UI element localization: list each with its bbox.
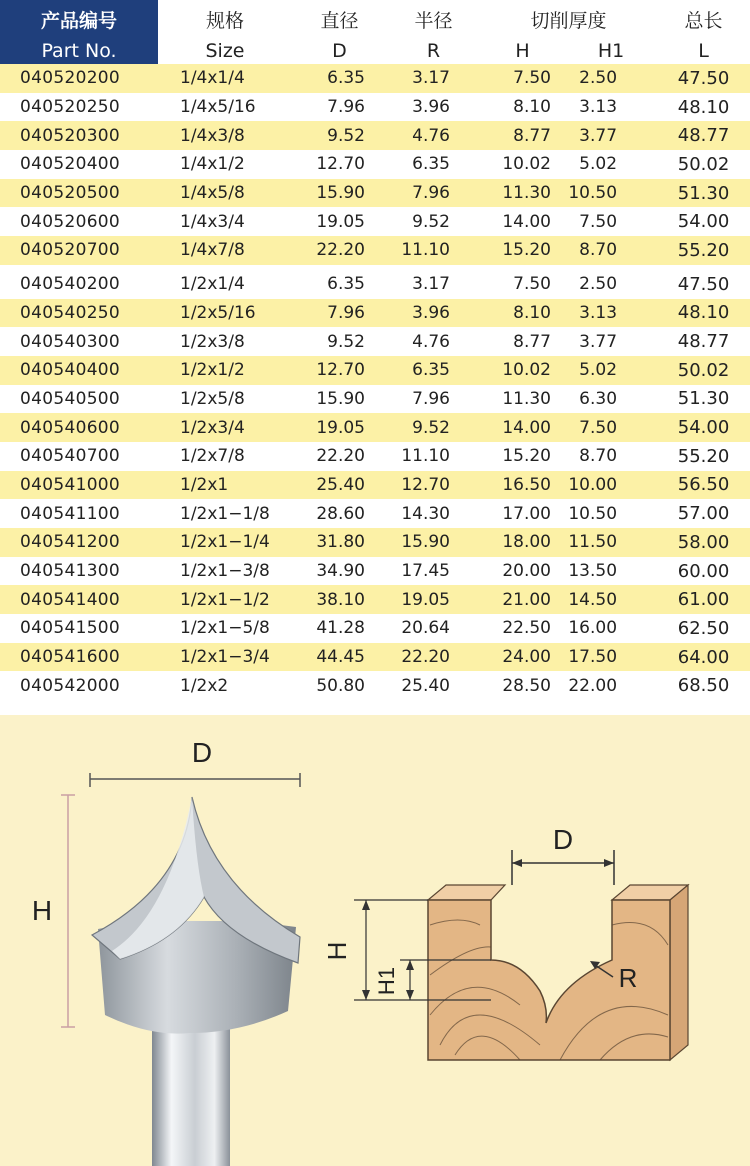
- l-cell: 55.20: [657, 442, 750, 471]
- d-cell: 50.80: [292, 671, 387, 700]
- h1-cell: 8.70: [565, 236, 657, 267]
- part-no-cell: 040542000: [0, 671, 158, 700]
- size-cell: 1/4x5/8: [158, 179, 292, 208]
- d-cell: 38.10: [292, 585, 387, 614]
- part-no-cell: 040540600: [0, 413, 158, 442]
- l-cell: 54.00: [657, 207, 750, 236]
- table-row: [0, 150, 750, 179]
- part-no-cell: 040540500: [0, 385, 158, 414]
- size-cell: 1/2x1−3/4: [158, 643, 292, 672]
- h1-cell: 13.50: [565, 557, 657, 586]
- r-cell: 3.96: [387, 299, 480, 328]
- d-cell: 9.52: [292, 327, 387, 356]
- r-cell: 3.17: [387, 267, 480, 298]
- d-cell: 6.35: [292, 267, 387, 298]
- r-cell: 15.90: [387, 528, 480, 557]
- l-cell: 61.00: [657, 585, 750, 614]
- d-dimension-line: [90, 773, 300, 787]
- d-cell: 12.70: [292, 150, 387, 179]
- h-cell: 28.50: [480, 671, 565, 700]
- size-cell: 1/2x3/8: [158, 327, 292, 356]
- r-cell: 7.96: [387, 385, 480, 414]
- h1-cell: 2.50: [565, 267, 657, 298]
- l-cell: 58.00: [657, 528, 750, 557]
- profile-r-label: R: [618, 963, 638, 993]
- table-row: [0, 179, 750, 208]
- r-cell: 6.35: [387, 150, 480, 179]
- profile-d-dimension: [512, 850, 614, 885]
- part-no-cell: 040541200: [0, 528, 158, 557]
- table-row: [0, 671, 750, 700]
- h1-cell: 3.77: [565, 327, 657, 356]
- part-no-cell: 040520250: [0, 93, 158, 122]
- r-cell: 17.45: [387, 557, 480, 586]
- r-cell: 12.70: [387, 471, 480, 500]
- size-cell: 1/2x1/4: [158, 267, 292, 298]
- l-cell: 48.10: [657, 299, 750, 328]
- d-cell: 7.96: [292, 299, 387, 328]
- d-cell: 28.60: [292, 499, 387, 528]
- header-part-no-zh: 产品编号: [0, 0, 158, 38]
- h1-cell: 5.02: [565, 356, 657, 385]
- d-cell: 19.05: [292, 413, 387, 442]
- d-cell: 34.90: [292, 557, 387, 586]
- h-cell: 8.10: [480, 299, 565, 328]
- l-cell: 50.02: [657, 356, 750, 385]
- r-cell: 20.64: [387, 614, 480, 643]
- part-no-cell: 040540300: [0, 327, 158, 356]
- table-row: [0, 299, 750, 328]
- part-no-cell: 040541100: [0, 499, 158, 528]
- bit-shank: [152, 1015, 230, 1166]
- l-cell: 60.00: [657, 557, 750, 586]
- r-cell: 3.96: [387, 93, 480, 122]
- size-cell: 1/4x1/2: [158, 150, 292, 179]
- bit-h-label: H: [31, 895, 53, 926]
- table-row: [0, 93, 750, 122]
- header-length-zh: 总长: [684, 9, 723, 32]
- table-row: [0, 471, 750, 500]
- table-row: [0, 121, 750, 150]
- d-cell: 9.52: [292, 121, 387, 150]
- h-cell: 8.77: [480, 327, 565, 356]
- r-cell: 4.76: [387, 327, 480, 356]
- h1-cell: 10.50: [565, 499, 657, 528]
- header-row-chinese: [0, 0, 750, 38]
- h-cell: 20.00: [480, 557, 565, 586]
- d-cell: 25.40: [292, 471, 387, 500]
- part-no-cell: 040541000: [0, 471, 158, 500]
- h1-cell: 7.50: [565, 207, 657, 236]
- l-cell: 54.00: [657, 413, 750, 442]
- h1-cell: 10.00: [565, 471, 657, 500]
- size-cell: 1/2x1−1/2: [158, 585, 292, 614]
- table-row: [0, 64, 750, 93]
- l-cell: 62.50: [657, 614, 750, 643]
- part-no-cell: 040520300: [0, 121, 158, 150]
- header-radius-zh: 半径: [414, 9, 453, 32]
- h1-cell: 2.50: [565, 64, 657, 93]
- d-cell: 15.90: [292, 179, 387, 208]
- h-cell: 15.20: [480, 442, 565, 471]
- header-diameter-zh: 直径: [320, 9, 359, 32]
- size-cell: 1/2x5/8: [158, 385, 292, 414]
- d-cell: 12.70: [292, 356, 387, 385]
- profile-d-label: D: [552, 824, 574, 855]
- table-row: [0, 528, 750, 557]
- l-cell: 47.50: [657, 267, 750, 298]
- h1-cell: 5.02: [565, 150, 657, 179]
- h-cell: 14.00: [480, 207, 565, 236]
- header-h-en: H: [515, 40, 530, 62]
- table-row: [0, 267, 750, 298]
- h-cell: 7.50: [480, 64, 565, 93]
- part-no-cell: 040520600: [0, 207, 158, 236]
- part-no-cell: 040541400: [0, 585, 158, 614]
- h1-cell: 3.77: [565, 121, 657, 150]
- h-cell: 11.30: [480, 179, 565, 208]
- part-no-cell: 040520200: [0, 64, 158, 93]
- table-row: [0, 236, 750, 267]
- size-cell: 1/2x1/2: [158, 356, 292, 385]
- part-no-cell: 040540250: [0, 299, 158, 328]
- r-cell: 9.52: [387, 207, 480, 236]
- header-row-english: [0, 38, 750, 64]
- part-no-cell: 040520400: [0, 150, 158, 179]
- r-cell: 4.76: [387, 121, 480, 150]
- part-no-cell: 040541500: [0, 614, 158, 643]
- diagrams-svg: [0, 715, 750, 1166]
- table-row: [0, 327, 750, 356]
- l-cell: 51.30: [657, 179, 750, 208]
- part-no-cell: 040541300: [0, 557, 158, 586]
- r-cell: 22.20: [387, 643, 480, 672]
- h1-cell: 11.50: [565, 528, 657, 557]
- size-cell: 1/4x1/4: [158, 64, 292, 93]
- h-cell: 16.50: [480, 471, 565, 500]
- diagram-panel: [0, 715, 750, 1166]
- l-cell: 51.30: [657, 385, 750, 414]
- d-cell: 19.05: [292, 207, 387, 236]
- d-cell: 6.35: [292, 64, 387, 93]
- part-no-cell: 040520700: [0, 236, 158, 267]
- l-cell: 48.77: [657, 327, 750, 356]
- d-cell: 31.80: [292, 528, 387, 557]
- size-cell: 1/4x3/8: [158, 121, 292, 150]
- d-cell: 22.20: [292, 442, 387, 471]
- d-cell: 44.45: [292, 643, 387, 672]
- profile-h1-label: H1: [374, 966, 399, 996]
- h1-cell: 10.50: [565, 179, 657, 208]
- l-cell: 55.20: [657, 236, 750, 267]
- r-cell: 3.17: [387, 64, 480, 93]
- l-cell: 47.50: [657, 64, 750, 93]
- r-cell: 6.35: [387, 356, 480, 385]
- h-cell: 17.00: [480, 499, 565, 528]
- r-cell: 14.30: [387, 499, 480, 528]
- r-cell: 7.96: [387, 179, 480, 208]
- header-part-no-en: Part No.: [0, 38, 158, 64]
- h-cell: 22.50: [480, 614, 565, 643]
- table-row: [0, 614, 750, 643]
- part-no-cell: 040540700: [0, 442, 158, 471]
- table-row: [0, 442, 750, 471]
- part-no-cell: 040540200: [0, 267, 158, 298]
- l-cell: 48.10: [657, 93, 750, 122]
- r-cell: 9.52: [387, 413, 480, 442]
- l-cell: 64.00: [657, 643, 750, 672]
- size-cell: 1/2x5/16: [158, 299, 292, 328]
- header-r-en: R: [426, 40, 441, 62]
- table-row: [0, 499, 750, 528]
- size-cell: 1/2x3/4: [158, 413, 292, 442]
- h-cell: 8.10: [480, 93, 565, 122]
- h-cell: 18.00: [480, 528, 565, 557]
- d-cell: 22.20: [292, 236, 387, 267]
- h1-cell: 8.70: [565, 442, 657, 471]
- header-l-en: L: [698, 40, 709, 62]
- h1-cell: 7.50: [565, 413, 657, 442]
- header-cut-thickness-zh: 切削厚度: [530, 9, 607, 32]
- size-cell: 1/4x5/16: [158, 93, 292, 122]
- r-cell: 11.10: [387, 236, 480, 267]
- wood-side-face: [670, 885, 688, 1060]
- part-no-cell: 040520500: [0, 179, 158, 208]
- table-row: [0, 557, 750, 586]
- h1-cell: 6.30: [565, 385, 657, 414]
- r-cell: 11.10: [387, 442, 480, 471]
- h1-cell: 17.50: [565, 643, 657, 672]
- h-cell: 10.02: [480, 356, 565, 385]
- h1-cell: 3.13: [565, 299, 657, 328]
- h1-cell: 22.00: [565, 671, 657, 700]
- profile-h-label: H: [322, 941, 352, 961]
- table-row: [0, 207, 750, 236]
- h-cell: 15.20: [480, 236, 565, 267]
- router-bit-illustration: [32, 737, 300, 1166]
- table-row: [0, 385, 750, 414]
- table-row: [0, 585, 750, 614]
- l-cell: 50.02: [657, 150, 750, 179]
- l-cell: 48.77: [657, 121, 750, 150]
- size-cell: 1/2x1−1/4: [158, 528, 292, 557]
- h-cell: 7.50: [480, 267, 565, 298]
- h1-cell: 16.00: [565, 614, 657, 643]
- h-cell: 11.30: [480, 385, 565, 414]
- size-cell: 1/4x7/8: [158, 236, 292, 267]
- h-cell: 8.77: [480, 121, 565, 150]
- h-cell: 24.00: [480, 643, 565, 672]
- spec-table-body: [0, 64, 750, 700]
- bit-d-label: D: [191, 737, 213, 768]
- header-size-zh: 规格: [205, 9, 244, 32]
- r-cell: 25.40: [387, 671, 480, 700]
- r-cell: 19.05: [387, 585, 480, 614]
- header-h1-en: H1: [597, 40, 625, 62]
- part-no-cell: 040540400: [0, 356, 158, 385]
- size-cell: 1/2x1−5/8: [158, 614, 292, 643]
- size-cell: 1/2x1: [158, 471, 292, 500]
- table-row: [0, 643, 750, 672]
- table-row: [0, 413, 750, 442]
- h-dimension-line: [61, 795, 75, 1027]
- l-cell: 56.50: [657, 471, 750, 500]
- size-cell: 1/2x1−3/8: [158, 557, 292, 586]
- h1-cell: 14.50: [565, 585, 657, 614]
- l-cell: 57.00: [657, 499, 750, 528]
- size-cell: 1/4x3/4: [158, 207, 292, 236]
- h-cell: 21.00: [480, 585, 565, 614]
- h-cell: 14.00: [480, 413, 565, 442]
- d-cell: 41.28: [292, 614, 387, 643]
- wood-top-face: [428, 885, 688, 900]
- header-d-en: D: [332, 40, 347, 62]
- size-cell: 1/2x1−1/8: [158, 499, 292, 528]
- part-no-cell: 040541600: [0, 643, 158, 672]
- l-cell: 68.50: [657, 671, 750, 700]
- h-cell: 10.02: [480, 150, 565, 179]
- size-cell: 1/2x2: [158, 671, 292, 700]
- d-cell: 15.90: [292, 385, 387, 414]
- header-size-en: Size: [205, 40, 245, 62]
- wood-profile-illustration: [322, 824, 688, 1060]
- h1-cell: 3.13: [565, 93, 657, 122]
- size-cell: 1/2x7/8: [158, 442, 292, 471]
- d-cell: 7.96: [292, 93, 387, 122]
- table-row: [0, 356, 750, 385]
